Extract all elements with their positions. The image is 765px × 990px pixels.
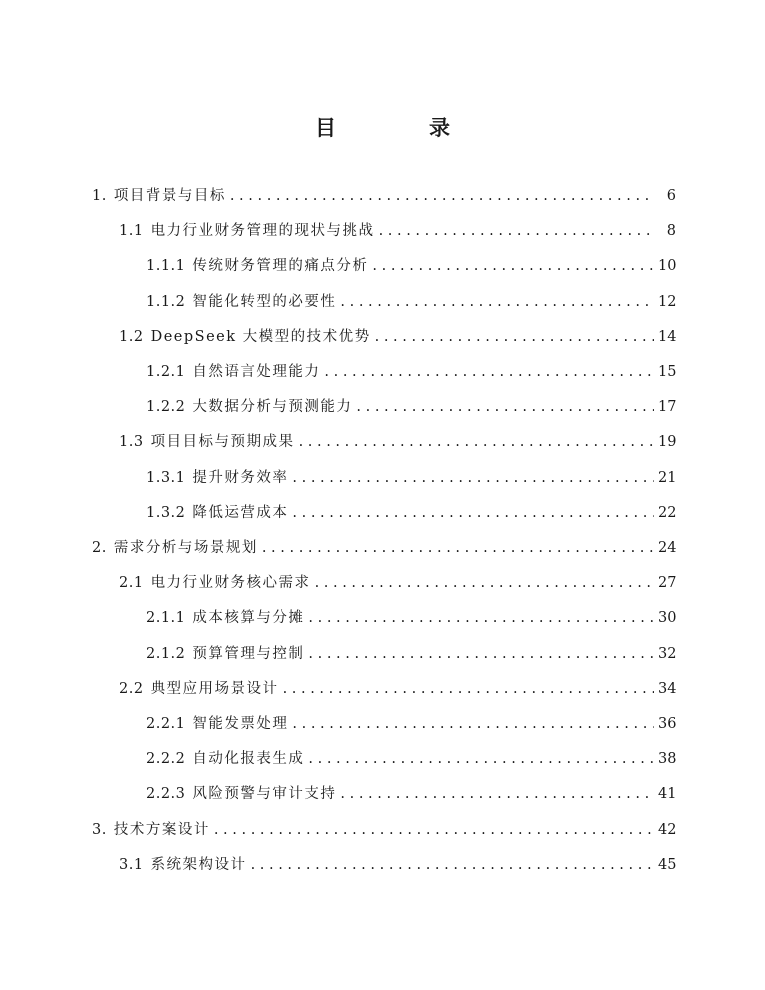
toc-entry-number: 2.1.1 <box>146 610 186 627</box>
toc-entry[interactable] <box>119 855 676 875</box>
toc-entry[interactable] <box>119 432 676 452</box>
toc-dot-leader <box>315 573 654 593</box>
toc-entry-page: 14 <box>658 328 677 345</box>
toc-entry-number: 1.3 <box>119 434 144 451</box>
toc-entry-number: 2.2 <box>119 680 144 697</box>
toc-entry[interactable] <box>92 186 676 206</box>
toc-entry-page: 8 <box>666 223 676 240</box>
toc-entry-title: 预算管理与控制 <box>192 645 305 662</box>
toc-entry[interactable] <box>146 256 676 276</box>
toc-entry-page: 6 <box>666 188 676 204</box>
toc-entry-title: 降低运营成本 <box>192 504 289 521</box>
toc-entry-number: 2. <box>92 540 107 556</box>
toc-entry-number: 2.2.1 <box>146 716 186 732</box>
toc-entry-page: 38 <box>658 751 677 768</box>
toc-entry-title: 项目背景与目标 <box>113 188 226 204</box>
toc-entry-number: 2.1.2 <box>146 645 186 662</box>
toc-entry-number: 2.1 <box>119 575 144 592</box>
toc-dot-leader <box>356 397 654 417</box>
toc-entry[interactable] <box>92 538 676 558</box>
toc-entry-page: 17 <box>658 399 677 416</box>
toc-entry-title: 电力行业财务核心需求 <box>150 575 311 592</box>
toc-entry-page: 24 <box>658 540 677 556</box>
toc-entry-title: 传统财务管理的痛点分析 <box>192 258 369 275</box>
toc-entry[interactable] <box>146 608 676 628</box>
toc-dot-leader <box>292 468 654 488</box>
toc-entry-page: 19 <box>658 434 677 451</box>
toc-dot-leader <box>340 784 654 804</box>
toc-entry[interactable] <box>119 573 676 593</box>
toc-entry-number: 2.2.3 <box>146 786 186 803</box>
toc-entry-page: 41 <box>658 786 677 803</box>
toc-entry-number: 1.3.1 <box>146 469 186 486</box>
toc-entry-page: 45 <box>658 856 677 873</box>
toc-entry[interactable] <box>119 327 676 347</box>
toc-entry[interactable] <box>146 784 676 804</box>
toc-entry-title: DeepSeek 大模型的技术优势 <box>150 328 371 345</box>
toc-entry-page: 27 <box>658 575 677 592</box>
toc-dot-leader <box>340 292 654 312</box>
toc-dot-leader <box>292 503 654 523</box>
toc-entry-number: 1.2.2 <box>146 399 186 416</box>
toc-dot-leader <box>375 327 654 347</box>
toc-entry[interactable] <box>146 644 676 664</box>
toc-entry[interactable] <box>146 503 676 523</box>
toc-entry[interactable] <box>146 397 676 417</box>
toc-entry-title: 技术方案设计 <box>113 821 210 838</box>
toc-entry-title: 自动化报表生成 <box>192 751 305 768</box>
toc-entry[interactable] <box>146 468 676 488</box>
toc-entry-title: 系统架构设计 <box>150 856 247 873</box>
toc-entry-title: 电力行业财务管理的现状与挑战 <box>150 223 375 240</box>
toc-dot-leader <box>324 362 654 382</box>
toc-dot-leader <box>251 855 654 875</box>
toc-dot-leader <box>379 221 654 241</box>
toc-entry-number: 1.1.1 <box>146 258 186 275</box>
toc-title: 目 录 <box>315 116 486 140</box>
toc-entry-page: 42 <box>658 821 677 838</box>
toc-entry-page: 12 <box>658 293 677 310</box>
toc-dot-leader <box>292 714 654 734</box>
toc-entry[interactable] <box>119 221 676 241</box>
toc-dot-leader <box>262 538 654 558</box>
toc-entry-number: 1.2 <box>119 328 144 345</box>
toc-entry[interactable] <box>92 820 676 840</box>
toc-entry-title: 提升财务效率 <box>192 469 289 486</box>
toc-dot-leader <box>308 644 654 664</box>
toc-entry-title: 成本核算与分摊 <box>192 610 305 627</box>
toc-entry[interactable] <box>146 292 676 312</box>
toc-entry-page: 10 <box>658 258 677 275</box>
toc-entry-title: 风险预警与审计支持 <box>192 786 337 803</box>
toc-entry-title: 智能化转型的必要性 <box>192 293 337 310</box>
toc-entry[interactable] <box>146 749 676 769</box>
toc-entry-number: 1.2.1 <box>146 364 186 380</box>
toc-dot-leader <box>230 186 654 206</box>
toc-entry-page: 21 <box>658 469 677 486</box>
toc-entry-number: 3. <box>92 821 107 838</box>
toc-entry-title: 需求分析与场景规划 <box>113 540 258 556</box>
toc-entry-title: 项目目标与预期成果 <box>150 434 295 451</box>
toc-entry-number: 3.1 <box>119 856 144 873</box>
toc-entry-number: 1.1 <box>119 223 144 240</box>
toc-entry-page: 15 <box>658 364 677 380</box>
toc-dot-leader <box>308 608 654 628</box>
toc-dot-leader <box>214 820 654 840</box>
toc-entry-page: 30 <box>658 610 677 627</box>
toc-dot-leader <box>283 679 654 699</box>
toc-entry[interactable] <box>146 714 676 734</box>
toc-entry[interactable] <box>146 362 676 382</box>
toc-entry-page: 34 <box>658 680 677 697</box>
toc-entry-number: 2.2.2 <box>146 751 186 768</box>
toc-entry-title: 智能发票处理 <box>192 716 289 732</box>
toc-entry-page: 32 <box>658 645 677 662</box>
toc-entry-title: 典型应用场景设计 <box>150 680 279 697</box>
toc-entry[interactable] <box>119 679 676 699</box>
toc-dot-leader <box>372 256 654 276</box>
toc-entry-title: 大数据分析与预测能力 <box>192 399 353 416</box>
toc-entry-page: 36 <box>658 716 677 732</box>
toc-entry-number: 1.3.2 <box>146 504 186 521</box>
toc-entry-title: 自然语言处理能力 <box>192 364 321 380</box>
toc-dot-leader <box>308 749 654 769</box>
toc-dot-leader <box>299 432 654 452</box>
toc-entry-page: 22 <box>658 504 677 521</box>
toc-entry-number: 1. <box>92 188 107 204</box>
toc-entry-number: 1.1.2 <box>146 293 186 310</box>
